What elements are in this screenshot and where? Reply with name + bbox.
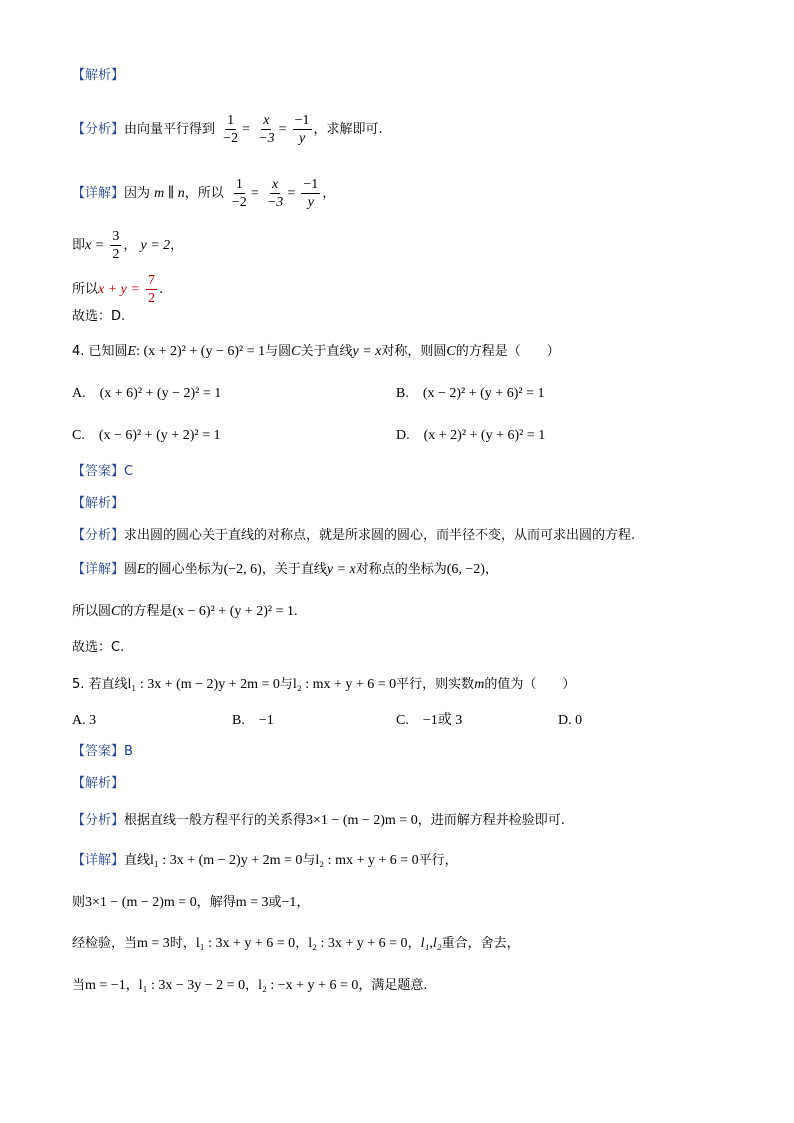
- q4-option-d[interactable]: D. (x + 2)² + (y + 6)² = 1: [396, 428, 546, 443]
- q3-jiexi-label: 【解析】: [72, 68, 125, 83]
- q5-option-b[interactable]: B. −1: [232, 713, 274, 728]
- fraction: $\frac{1}{-2}$: [223, 113, 239, 146]
- q4-guxuan: 故选：C.: [72, 640, 125, 655]
- q4-stem: 4. 已知圆E: (x + 2)² + (y − 6)² = 1与圆C关于直线y = x对称，则圆C的方程是（ ）: [72, 344, 560, 359]
- q3-answer: 故选：D.: [72, 309, 126, 324]
- q5-dang: 当m = −1，l₁ : 3x − 3y − 2 = 0，l₂ : −x + y + 6 = 0，满足题意.: [72, 978, 428, 993]
- q3-suoyi: 所以x + y = $\frac{7}{2}$ .: [72, 273, 164, 306]
- vector-parallel: m ∥ n: [154, 186, 185, 201]
- q4-option-a[interactable]: A. (x + 6)² + (y − 2)² = 1: [72, 386, 222, 401]
- q5-jianyan: 经检验，当m = 3时，l₁ : 3x + y + 6 = 0，l₂ : 3x + y + 6 = 0，l₁,l₂重合，舍去，: [72, 936, 520, 951]
- fraction: $\frac{x}{-3}$: [266, 177, 284, 210]
- q3-fenxi: 【分析】由向量平行得到 $\frac{1}{-2}$ = $\frac{x}{-3}$ = $\frac{-1}{y}$ ，求解即可.: [72, 113, 383, 146]
- q5-xiangjie: 【详解】直线l₁ : 3x + (m − 2)y + 2m = 0与l₂ : mx + y + 6 = 0平行，: [72, 853, 458, 868]
- q4-option-b[interactable]: B. (x − 2)² + (y + 6)² = 1: [396, 386, 545, 401]
- fraction: $\frac{3}{2}$: [112, 229, 120, 262]
- q5-ze: 则3×1 − (m − 2)m = 0，解得m = 3或−1，: [72, 895, 310, 910]
- fraction: $\frac{7}{2}$: [147, 273, 155, 306]
- fraction: $\frac{-1}{y}$: [294, 113, 310, 146]
- q4-suoyi: 所以圆C的方程是(x − 6)² + (y + 2)² = 1.: [72, 604, 298, 619]
- q5-fenxi: 【分析】根据直线一般方程平行的关系得3×1 − (m − 2)m = 0，进而解方程并检验即可.: [72, 813, 565, 828]
- q5-jiexi-label: 【解析】: [72, 776, 125, 791]
- q3-xiangjie: 【详解】因为 m ∥ n，所以 $\frac{1}{-2}$ = $\frac{x}{-3}$ = $\frac{-1}{y}$ ，: [72, 177, 336, 210]
- fraction: $\frac{x}{-3}$: [258, 113, 275, 146]
- q3-ji: 即x = $\frac{3}{2}$ ， y = 2，: [72, 229, 184, 262]
- q5-answer: 【答案】B: [72, 744, 133, 759]
- q4-option-c[interactable]: C. (x − 6)² + (y + 2)² = 1: [72, 428, 221, 443]
- fraction: $\frac{-1}{y}$: [303, 177, 319, 210]
- q5-stem: 5. 若直线l₁ : 3x + (m − 2)y + 2m = 0与l₂ : mx + y + 6 = 0平行，则实数m的值为（ ）: [72, 677, 576, 692]
- q4-xiangjie: 【详解】圆E的圆心坐标为(−2, 6)，关于直线y = x对称点的坐标为(6, −2)，: [72, 562, 498, 577]
- q5-option-a[interactable]: A. 3: [72, 713, 97, 728]
- q4-jiexi-label: 【解析】: [72, 496, 125, 511]
- q5-option-c[interactable]: C. −1或 3: [396, 713, 463, 728]
- q5-option-d[interactable]: D. 0: [558, 713, 583, 728]
- q4-answer: 【答案】C: [72, 464, 134, 479]
- q4-fenxi: 【分析】求出圆的圆心关于直线的对称点，就是所求圆的圆心，而半径不变，从而可求出圆的方程.: [72, 528, 636, 543]
- fraction: $\frac{1}{-2}$: [231, 177, 247, 210]
